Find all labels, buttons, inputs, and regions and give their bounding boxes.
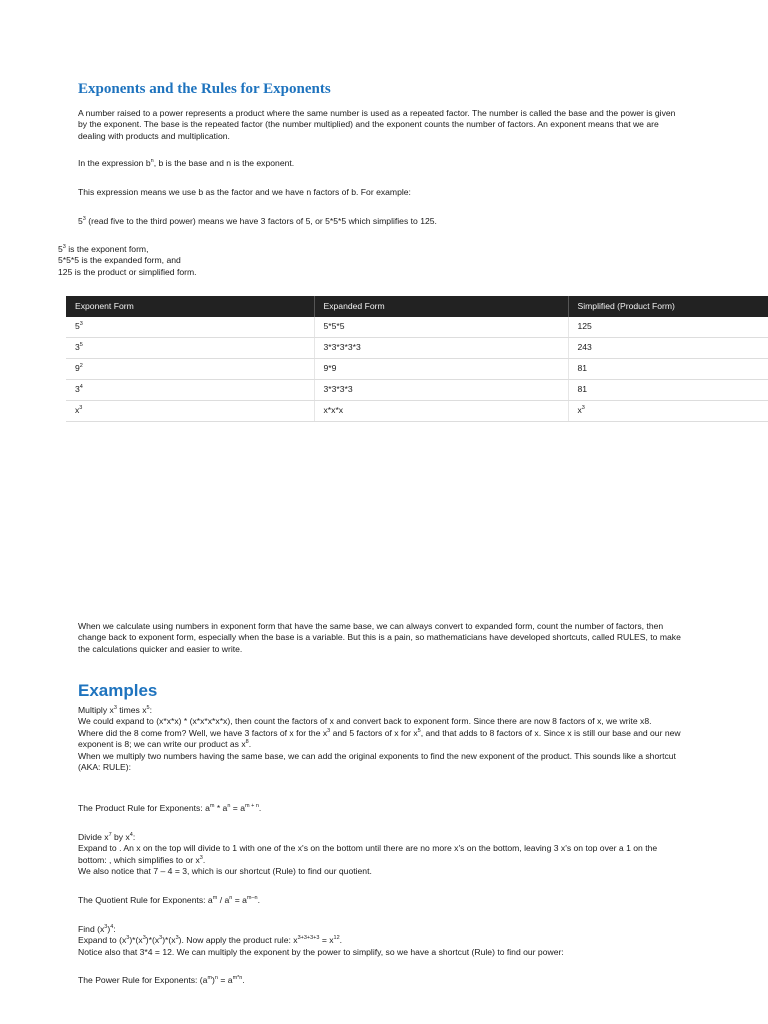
table-header-row xyxy=(66,296,768,317)
multiply-line-4: When we multiply two numbers having the same base, we can add the original exponents to find the new exponent of the product. This sounds like a shortcut (AKA: RULE): xyxy=(78,750,676,773)
multiply-line-3: Where did the 8 come from? Well, we have 3 factors of x for the $x^3$ and 5 factors of x for $x^5$, and that adds to 8 factors of x. Since x is still our base and our new exponent is 8; we can write our product as $x^8$. xyxy=(78,727,681,750)
divide-line-1: Divide $x^7$ by $x^4$: xyxy=(78,832,136,842)
expanded-cell: x*x*x xyxy=(314,401,568,422)
table-row xyxy=(66,359,768,380)
header-exponent-form: Exponent Form xyxy=(66,296,314,317)
divide-line-3: We also notice that 7 – 4 = 3, which is our shortcut (Rule) to find our quotient. xyxy=(78,866,372,877)
simplified-cell: 81 xyxy=(568,380,768,401)
forms-list xyxy=(58,244,458,278)
expression-paragraph: In the expression $b^n$, b is the base and n is the exponent. xyxy=(78,158,295,168)
simplified-cell: 81 xyxy=(568,359,768,380)
power-line-1: Find $(x^3)^4$: xyxy=(78,924,116,934)
quotient-rule: The Quotient Rule for Exponents: $a^m / a^n = a^{m-n}$. xyxy=(78,895,260,905)
product-rule: The Product Rule for Exponents: $a^m * a^n = a^{m + n}$. xyxy=(78,803,262,813)
table-row xyxy=(66,380,768,401)
simplified-cell: $x^3$ xyxy=(568,401,768,422)
multiply-line-1: Multiply $x^3$ times $x^5$: xyxy=(78,705,152,715)
table-row xyxy=(66,338,768,359)
divide-line-2: Expand to . An x on the top will divide to 1 with one of the x's on the bottom until there are no more x's on the bottom, leaving 3 x's on top over a 1 on the bottom: , which simplifies to or $x^3$. xyxy=(78,843,658,865)
power-line-3: Notice also that 3*4 = 12. We can multiply the exponent by the power to simplify, so we have a shortcut (Rule) to find our power: xyxy=(78,946,564,957)
intro-paragraph: A number raised to a power represents a product where the same number is used as a repeated factor. The number is called the base and the power is given by the exponent. The base is the repeated factor (the number multiplied) and the exponent counts the number of factors. An exponent means that we are dealing with products and multiplication. xyxy=(78,108,676,141)
simplified-cell: 125 xyxy=(568,317,768,338)
exponent-cell: $3^4$ xyxy=(66,380,314,401)
header-simplified-form: Simplified (Product Form) xyxy=(568,296,768,317)
shortcut-paragraph: When we calculate using numbers in exponent form that have the same base, we can always convert to expanded form, count the number of factors, then change back to exponent form, especially when the base is a variable. But this is a pain, so mathematicians have developed shortcuts, called RULES, to make the calculations quicker and easier to write. xyxy=(78,621,681,654)
five-cubed-paragraph: $5^3$ (read five to the third power) means we have 3 factors of 5, or 5*5*5 which simplifies to 125. xyxy=(78,216,437,226)
power-rule: The Power Rule for Exponents: $(a^m)^n = a^{m*n}$. xyxy=(78,975,245,985)
table-row xyxy=(66,401,768,422)
page-title: Exponents and the Rules for Exponents xyxy=(78,81,331,97)
examples-heading: Examples xyxy=(78,681,158,700)
expanded-cell: 3*3*3*3*3 xyxy=(314,338,568,359)
exponent-cell: $3^5$ xyxy=(66,338,314,359)
table-row xyxy=(66,317,768,338)
power-line-2: Expand to $(x^3)*(x^3)*(x^3)*(x^3)$. Now apply the product rule: $x^{3+3+3+3} = x^{12}$. xyxy=(78,935,343,946)
header-expanded-form: Expanded Form xyxy=(314,296,568,317)
exponent-cell: $x^3$ xyxy=(66,401,314,422)
multiply-line-2: We could expand to (x*x*x) * (x*x*x*x*x), then count the factors of x and convert back to exponent form. Since there are now 8 factors of x, we write x8. xyxy=(78,716,652,727)
example-power xyxy=(78,924,686,958)
exponent-cell: $9^2$ xyxy=(66,359,314,380)
forms-line-1: $5^3$ is the exponent form, xyxy=(58,244,149,254)
expanded-cell: 5*5*5 xyxy=(314,317,568,338)
simplified-cell: 243 xyxy=(568,338,768,359)
exponent-cell: $5^3$ xyxy=(66,317,314,338)
expanded-cell: 3*3*3*3 xyxy=(314,380,568,401)
example-intro-paragraph: This expression means we use b as the factor and we have n factors of b. For example: xyxy=(78,187,411,197)
example-multiply xyxy=(78,705,686,773)
forms-line-2: 5*5*5 is the expanded form, and xyxy=(58,255,181,266)
example-divide xyxy=(78,832,686,878)
exponent-table xyxy=(66,296,768,422)
expanded-cell: 9*9 xyxy=(314,359,568,380)
forms-line-3: 125 is the product or simplified form. xyxy=(58,266,197,277)
